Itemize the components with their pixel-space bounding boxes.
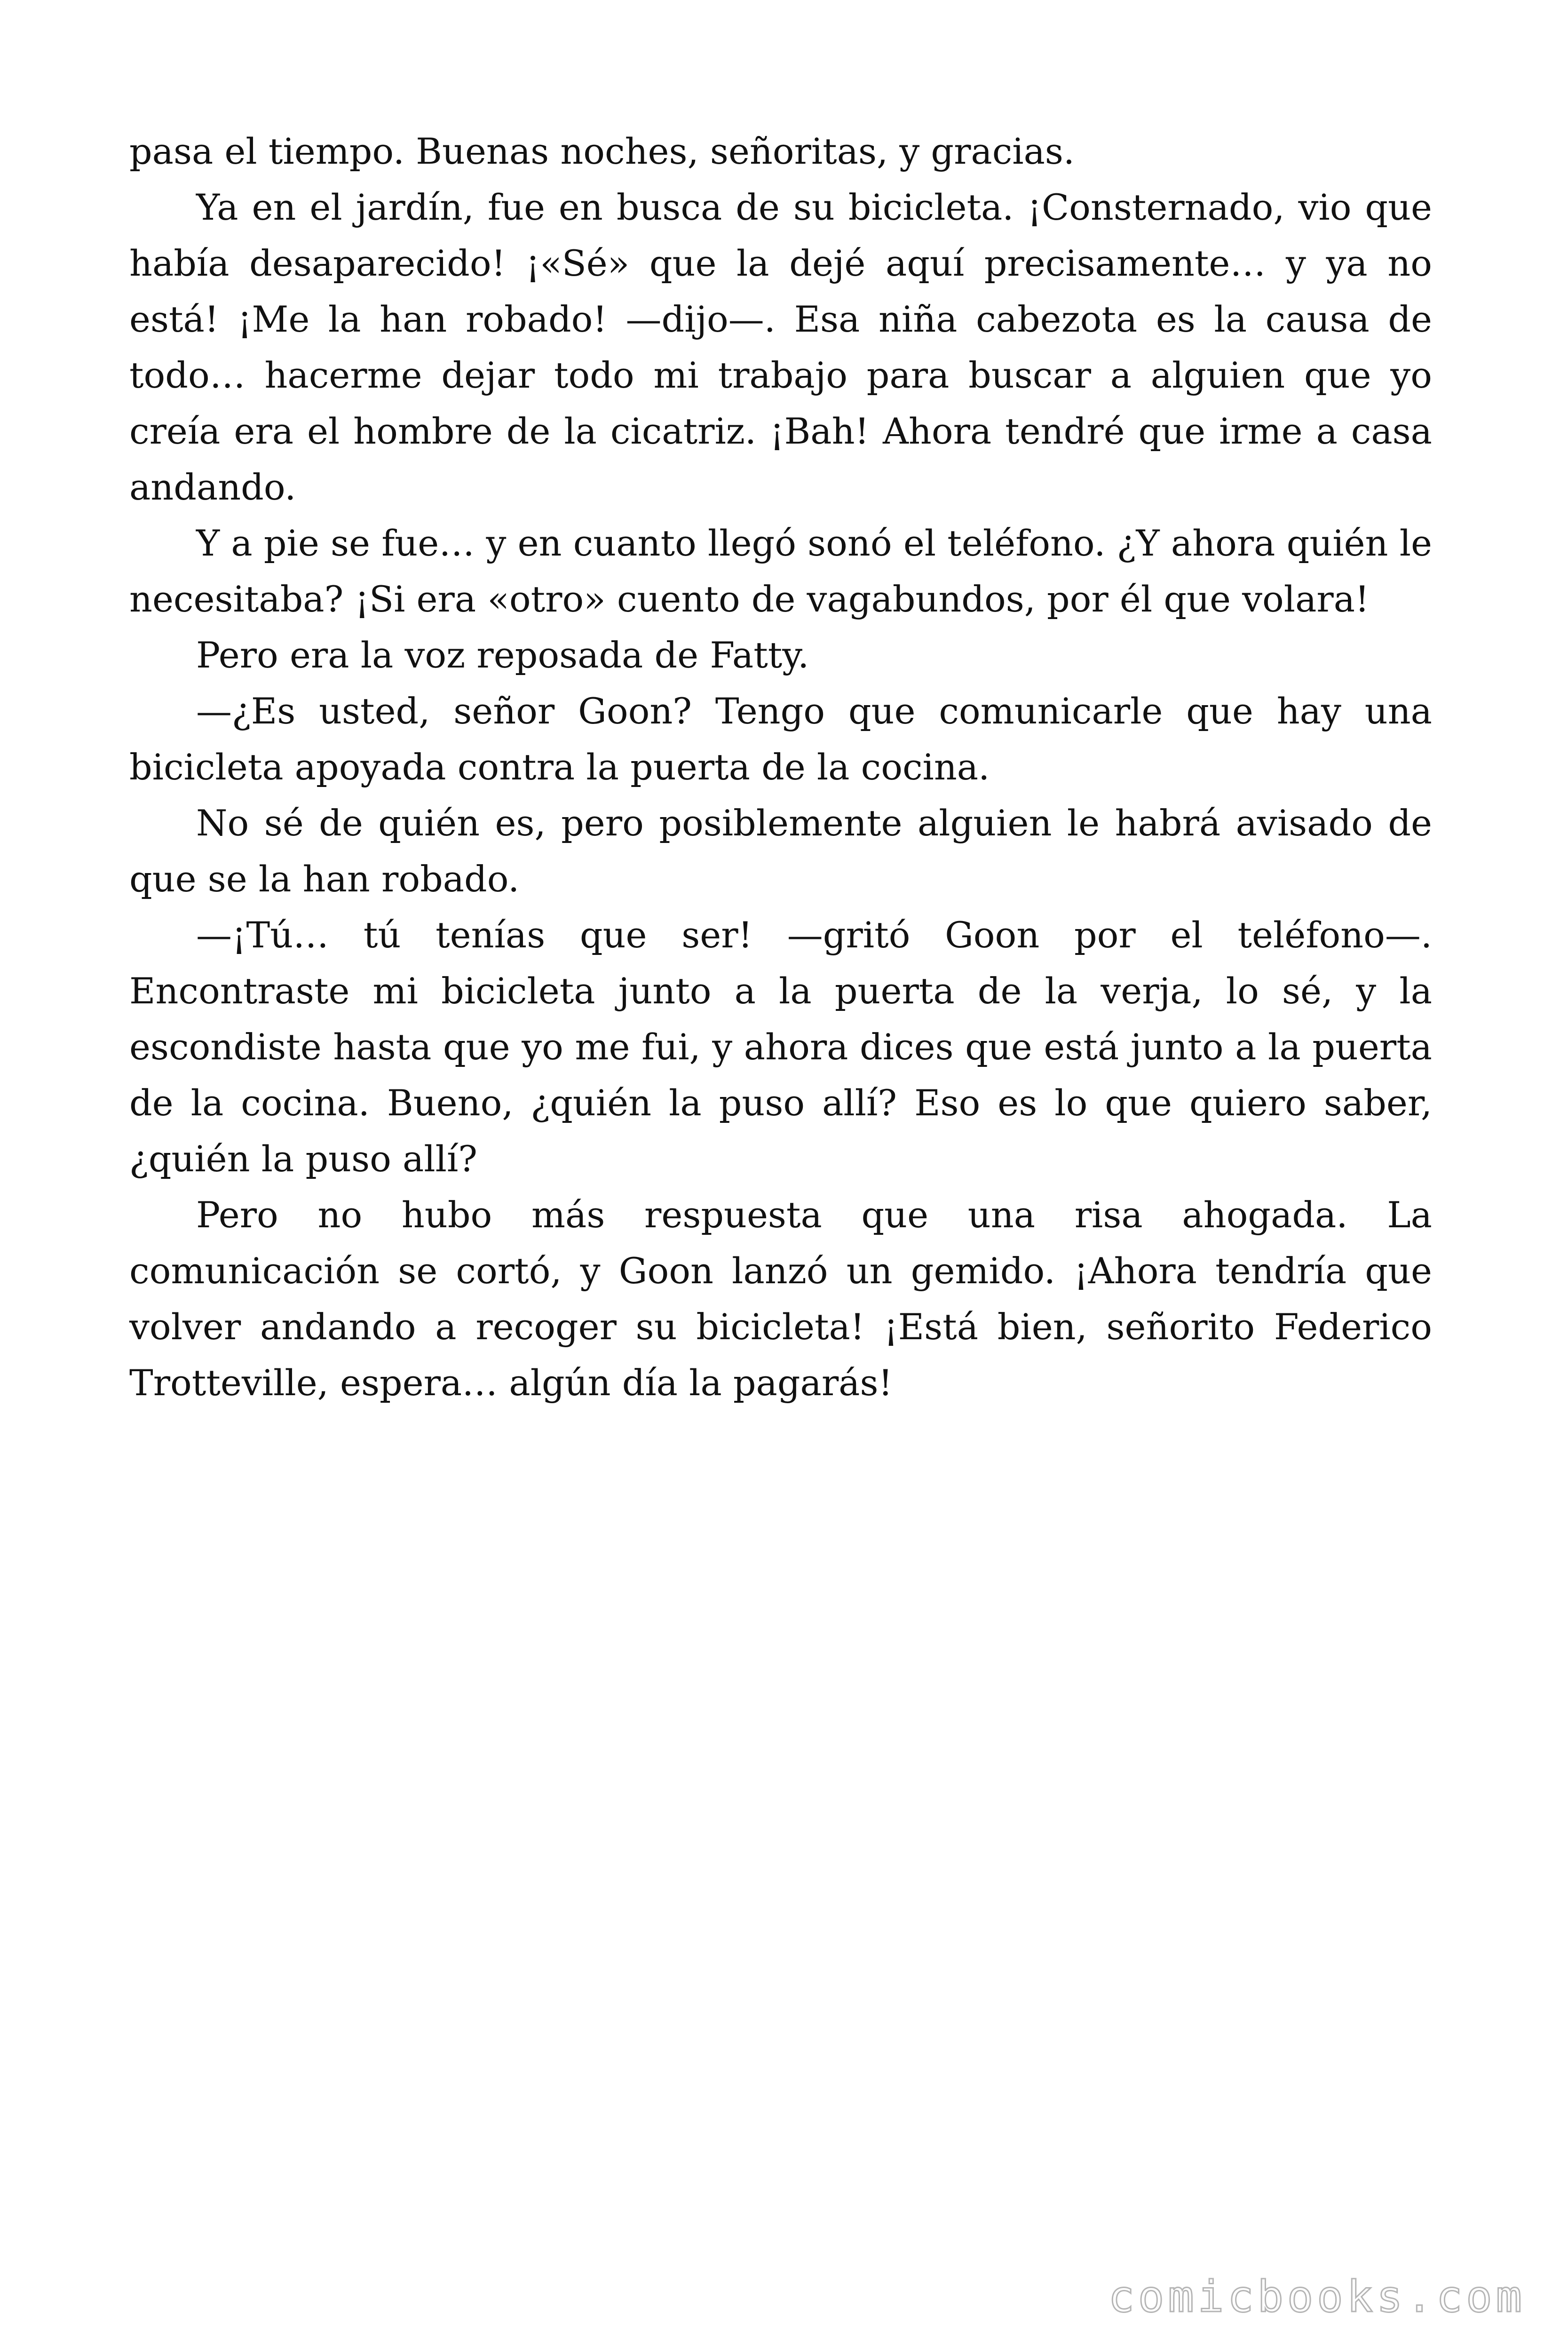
paragraph-2: Ya en el jardín, fue en busca de su bicicleta. ¡Consternado, vio que había desaparecido! ¡«Sé» que la dejé aquí precisamente… y ya no está! ¡Me la han robado! —dijo—. Esa niña cabezota es la causa de todo… hacerme dejar todo mi trabajo para buscar a alguien que yo creía era el hombre de la cicatriz. ¡Bah! Ahora tendré que irme a casa andando. (129, 186, 1432, 508)
paragraph-4: Pero era la voz reposada de Fatty. (196, 634, 809, 676)
paragraph-5: —¿Es usted, señor Goon? Tengo que comunicarle que hay una bicicleta apoyada contra la puerta de la cocina. (129, 690, 1432, 788)
paragraph-3: Y a pie se fue… y en cuanto llegó sonó el teléfono. ¿Y ahora quién le necesitaba? ¡Si era «otro» cuento de vagabundos, por él que volara! (129, 522, 1432, 620)
paragraph-6: No sé de quién es, pero posiblemente alguien le habrá avisado de que se la han robado. (129, 802, 1432, 900)
page-body-text (129, 123, 1432, 1411)
paragraph-7: —¡Tú… tú tenías que ser! —gritó Goon por el teléfono—. Encontraste mi bicicleta junto a la puerta de la verja, lo sé, y la escondiste hasta que yo me fui, y ahora dices que está junto a la puerta de la cocina. Bueno, ¿quién la puso allí? Eso es lo que quiero saber, ¿quién la puso allí? (129, 914, 1432, 1180)
paragraph-1: pasa el tiempo. Buenas noches, señoritas, y gracias. (129, 130, 1075, 172)
paragraph-8: Pero no hubo más respuesta que una risa ahogada. La comunicación se cortó, y Goon lanzó un gemido. ¡Ahora tendría que volver andando a recoger su bicicleta! ¡Está bien, señorito Federico Trotteville, espera… algún día la pagarás! (129, 1194, 1432, 1404)
watermark-text: comicbooks.com (1108, 2272, 1526, 2322)
